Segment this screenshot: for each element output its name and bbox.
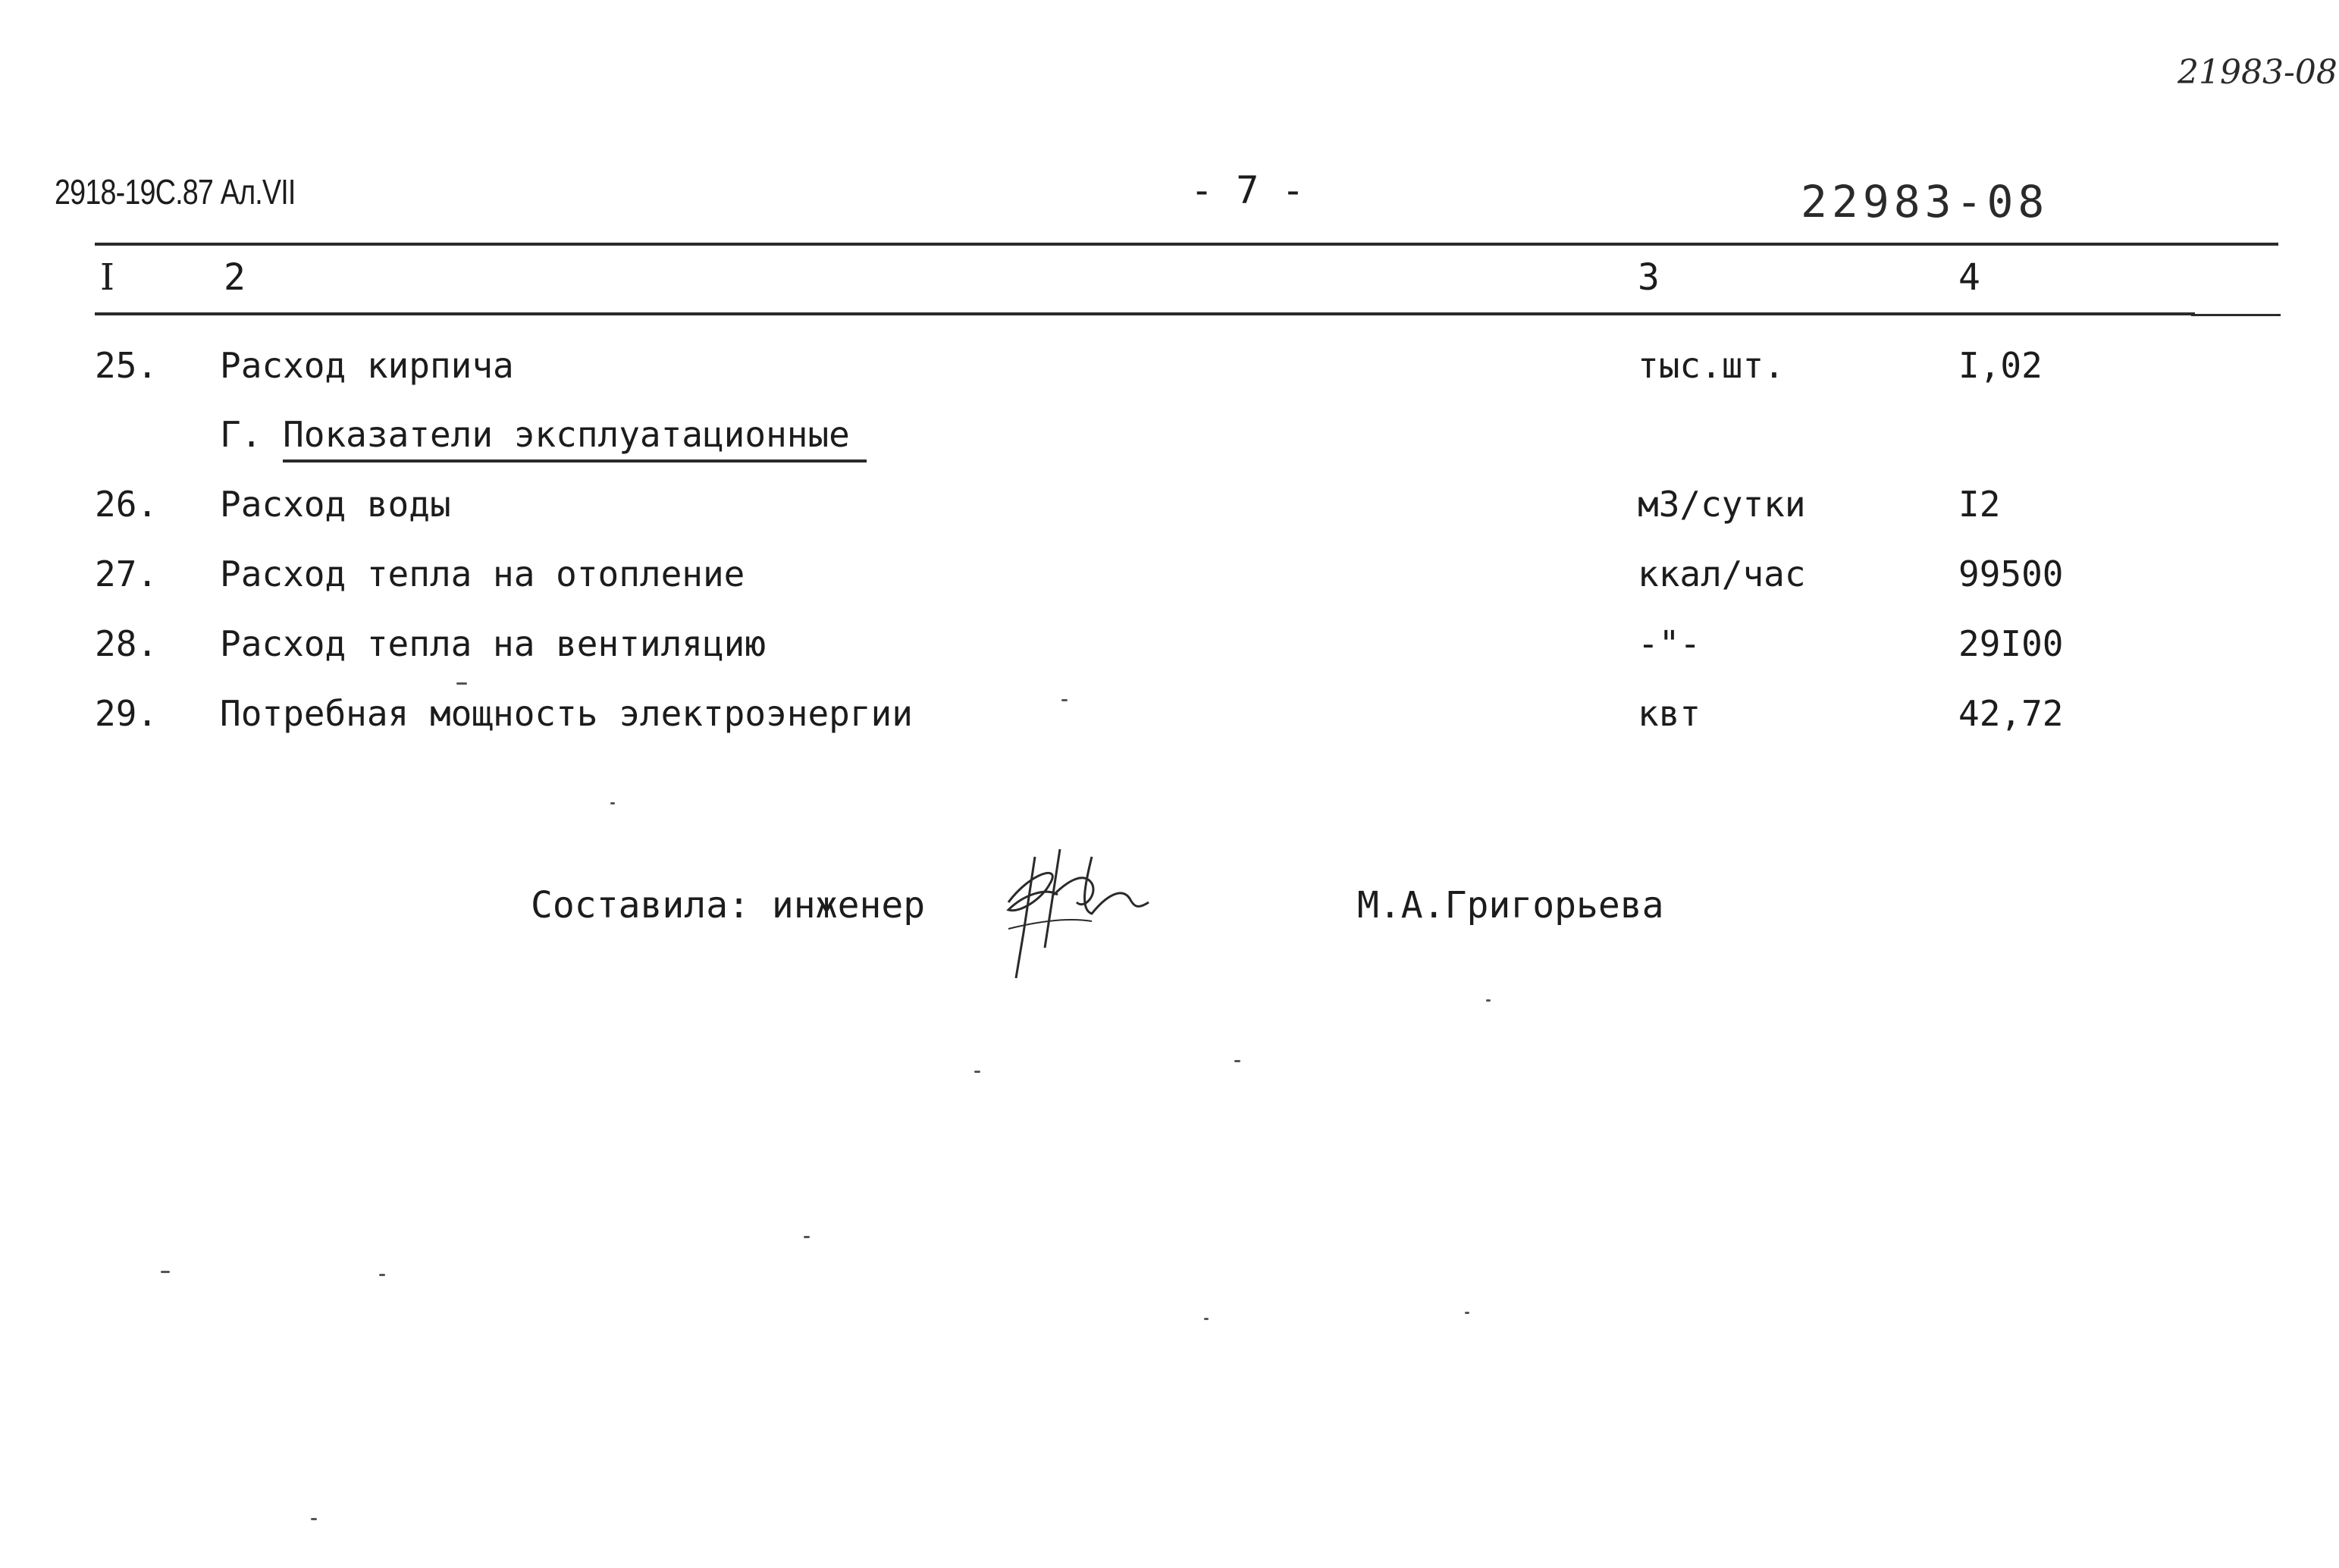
section-heading bbox=[220, 414, 867, 455]
row-unit: м3/сутки bbox=[1638, 484, 1806, 525]
scan-speck bbox=[161, 1271, 170, 1273]
row-unit: тыс.шт. bbox=[1638, 345, 1785, 386]
row-name: Расход кирпича bbox=[220, 345, 514, 386]
table-top-rule bbox=[95, 243, 2278, 246]
scan-speck bbox=[456, 682, 467, 685]
signer-name: М.А.Григорьева bbox=[1357, 884, 1664, 927]
row-value: 42,72 bbox=[1958, 693, 2064, 734]
scan-speck bbox=[1061, 699, 1068, 701]
section-title: Показатели эксплуатационные bbox=[283, 414, 867, 463]
table-header-rule-end bbox=[2191, 314, 2281, 316]
column-header-2: 2 bbox=[224, 256, 246, 299]
row-value: I,02 bbox=[1958, 345, 2043, 386]
row-number: 25. bbox=[95, 345, 158, 386]
row-number: 26. bbox=[95, 484, 158, 525]
corner-document-number: 21983-08 bbox=[2178, 53, 2337, 92]
row-name: Потребная мощность электроэнергии bbox=[220, 693, 913, 734]
row-unit: квт bbox=[1638, 693, 1701, 734]
page-number: - 7 - bbox=[1190, 168, 1305, 212]
scan-speck bbox=[1486, 999, 1491, 1002]
row-name: Расход воды bbox=[220, 484, 451, 525]
signature-label: Составила: инженер bbox=[531, 884, 926, 927]
row-value: 99500 bbox=[1958, 554, 2064, 594]
scan-speck bbox=[1204, 1318, 1209, 1320]
column-header-1: I bbox=[100, 256, 114, 299]
scan-speck bbox=[804, 1236, 810, 1238]
row-number: 27. bbox=[95, 554, 158, 594]
row-value: I2 bbox=[1958, 484, 2001, 525]
row-name: Расход тепла на вентиляцию bbox=[220, 623, 767, 664]
scan-speck bbox=[379, 1274, 385, 1276]
column-header-3: 3 bbox=[1638, 256, 1660, 299]
scan-speck bbox=[1234, 1060, 1240, 1062]
row-unit: ккал/час bbox=[1638, 554, 1806, 594]
document-code: 2918-19С.87 Ал.VII bbox=[55, 172, 296, 212]
table-header-rule bbox=[95, 312, 2195, 315]
section-letter: Г. bbox=[220, 414, 262, 455]
column-header-4: 4 bbox=[1958, 256, 1980, 299]
row-unit: -"- bbox=[1638, 623, 1701, 664]
handwritten-signature bbox=[978, 842, 1152, 986]
row-number: 29. bbox=[95, 693, 158, 734]
scan-speck bbox=[1465, 1312, 1469, 1314]
scan-speck bbox=[974, 1071, 980, 1073]
row-number: 28. bbox=[95, 623, 158, 664]
row-value: 29I00 bbox=[1958, 623, 2064, 664]
scan-speck bbox=[311, 1518, 317, 1520]
document-number: 22983-08 bbox=[1801, 176, 2049, 227]
row-name: Расход тепла на отопление bbox=[220, 554, 745, 594]
scan-speck bbox=[610, 802, 615, 804]
